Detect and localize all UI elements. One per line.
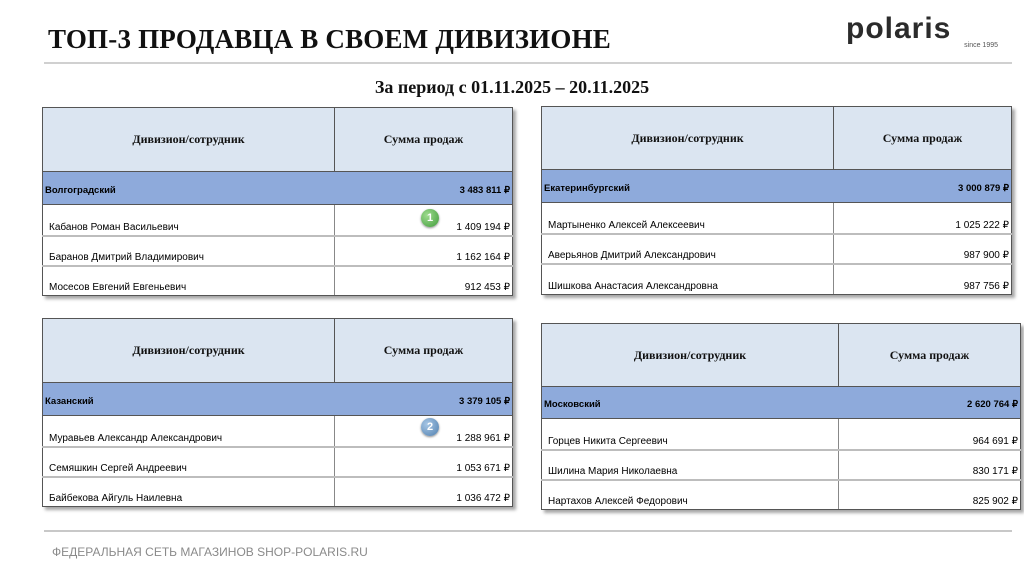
employee-amount: 825 902 ₽ [839,480,1021,510]
employee-name: Горцев Никита Сергеевич [542,419,839,450]
employee-name: Байбекова Айгуль Наилевна [43,477,335,507]
column-header-name: Дивизион/сотрудник [542,107,834,170]
rank-badge-1: 1 [421,209,439,227]
table-row [542,480,1021,510]
table-row [542,234,1012,264]
table-row [542,419,1021,450]
table-row [542,264,1012,295]
employee-amount: 912 453 ₽ [335,266,513,296]
employee-name: Семяшкин Сергей Андреевич [43,447,335,477]
division-name: Екатеринбургский [542,170,834,203]
division-total: 3 000 879 ₽ [834,170,1012,203]
table-row [43,477,513,507]
division-row [43,172,513,205]
column-header-sales: Сумма продаж [839,324,1021,387]
logo-since: since 1995 [964,42,998,49]
column-header-sales: Сумма продаж [335,319,513,383]
employee-amount: 1 053 671 ₽ [335,447,513,477]
column-header-name: Дивизион/сотрудник [43,108,335,172]
column-header-name: Дивизион/сотрудник [43,319,335,383]
division-table-yekaterinburg [541,106,1012,295]
division-name: Казанский [43,383,335,416]
division-name: Волгоградский [43,172,335,205]
column-header-sales: Сумма продаж [834,107,1012,170]
division-total: 3 483 811 ₽ [335,172,513,205]
employee-amount: 1 162 164 ₽ [335,236,513,266]
period-label: За период с 01.11.2025 – 20.11.2025 [374,77,650,97]
column-header-sales: Сумма продаж [335,108,513,172]
footer-divider [44,530,1012,532]
division-name: Московский [542,387,839,419]
employee-amount-cell [335,205,513,236]
employee-amount: 987 756 ₽ [834,264,1012,295]
page-title: ТОП-3 ПРОДАВЦА В СВОЕМ ДИВИЗИОНЕ [48,24,611,54]
employee-name: Баранов Дмитрий Владимирович [43,236,335,266]
employee-amount: 1 288 961 ₽ [456,432,510,444]
division-table-kazan [42,318,513,507]
employee-amount-cell [335,416,513,447]
division-total: 2 620 764 ₽ [839,387,1021,419]
employee-name: Нартахов Алексей Федорович [542,480,839,510]
employee-amount: 1 409 194 ₽ [456,221,510,233]
table-row [43,266,513,296]
footer-text: ФЕДЕРАЛЬНАЯ СЕТЬ МАГАЗИНОВ SHOP-POLARIS.RU [52,545,368,559]
rank-badge-2: 2 [421,418,439,436]
employee-name: Мосесов Евгений Евгеньевич [43,266,335,296]
employee-name: Аверьянов Дмитрий Александрович [542,234,834,264]
table-row [43,447,513,477]
table-row [542,450,1021,480]
employee-amount: 1 025 222 ₽ [834,203,1012,234]
division-total: 3 379 105 ₽ [335,383,513,416]
division-row [542,170,1012,203]
table-row [43,205,513,236]
logo-wordmark: polaris [846,12,952,45]
table-row [43,416,513,447]
column-header-name: Дивизион/сотрудник [542,324,839,387]
division-table-moscow [541,323,1021,510]
employee-name: Муравьев Александр Александрович [43,416,335,447]
division-row [43,383,513,416]
employee-name: Кабанов Роман Васильевич [43,205,335,236]
header-divider [44,62,1012,64]
division-table-volgograd [42,107,513,296]
employee-name: Шилина Мария Николаевна [542,450,839,480]
employee-amount: 964 691 ₽ [839,419,1021,450]
employee-amount: 830 171 ₽ [839,450,1021,480]
table-row [542,203,1012,234]
employee-name: Мартыненко Алексей Алексеевич [542,203,834,234]
division-row [542,387,1021,419]
employee-name: Шишкова Анастасия Александровна [542,264,834,295]
table-row [43,236,513,266]
employee-amount: 1 036 472 ₽ [335,477,513,507]
employee-amount: 987 900 ₽ [834,234,1012,264]
polaris-logo [846,14,1002,50]
